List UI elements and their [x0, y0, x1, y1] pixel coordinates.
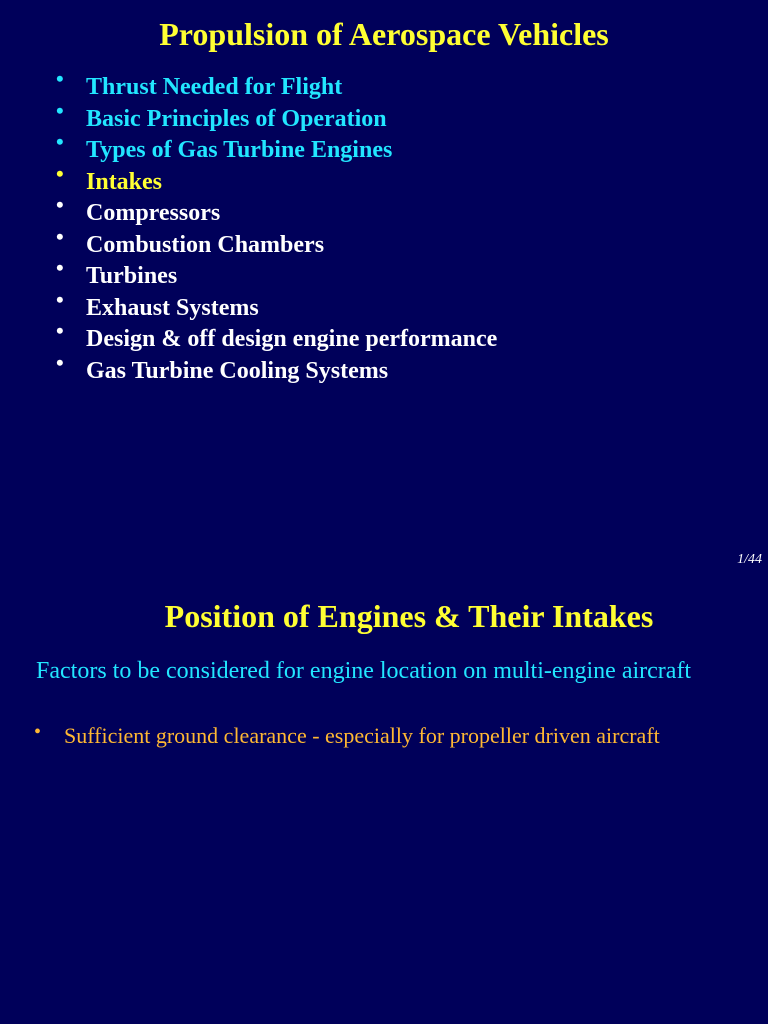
topic-label: Basic Principles of Operation	[86, 105, 387, 132]
page-number: 1/44	[737, 552, 762, 567]
topic-label: Compressors	[86, 200, 221, 226]
topic-item	[56, 286, 497, 323]
bullet-icon: •	[56, 318, 64, 343]
topic-item	[56, 192, 497, 228]
topic-item	[56, 129, 497, 165]
topic-label: Gas Turbine Cooling Systems	[86, 357, 389, 384]
factor-list	[34, 720, 660, 752]
topic-label: Combustion Chambers	[86, 231, 325, 258]
topic-item	[56, 66, 497, 102]
topic-item	[56, 223, 497, 260]
slide-1-title: Propulsion of Aerospace Vehicles	[159, 16, 609, 52]
topic-item	[56, 318, 498, 354]
bullet-icon: •	[56, 97, 64, 123]
slide-2-title: Position of Engines & Their Intakes	[164, 598, 654, 634]
factor-item	[34, 720, 660, 752]
slide-2-subtitle: Factors to be considered for engine location on multi-engine aircraft	[36, 658, 692, 684]
bullet-icon: •	[56, 192, 64, 217]
topic-item-current	[56, 160, 497, 197]
topic-item	[56, 349, 497, 386]
topic-list	[56, 66, 498, 385]
bullet-icon: •	[56, 223, 64, 249]
topic-item	[56, 255, 497, 291]
topic-item	[56, 97, 497, 134]
topic-label: Thrust Needed for Flight	[86, 74, 343, 100]
topic-label: Intakes	[86, 168, 163, 195]
bullet-icon: •	[56, 255, 64, 280]
bullet-icon: •	[56, 160, 64, 186]
topic-label: Turbines	[86, 263, 178, 289]
factor-label: Sufficient ground clearance - especially for propeller driven aircraft	[64, 723, 660, 748]
bullet-icon: •	[56, 349, 64, 375]
bullet-icon: •	[56, 66, 64, 91]
bullet-icon: •	[34, 721, 42, 743]
topic-label: Exhaust Systems	[86, 294, 259, 321]
bullet-icon: •	[56, 286, 64, 312]
bullet-icon: •	[56, 129, 64, 154]
topic-label: Design & off design engine performance	[86, 326, 498, 352]
slide-2	[0, 576, 768, 1024]
topic-label: Types of Gas Turbine Engines	[86, 137, 393, 163]
